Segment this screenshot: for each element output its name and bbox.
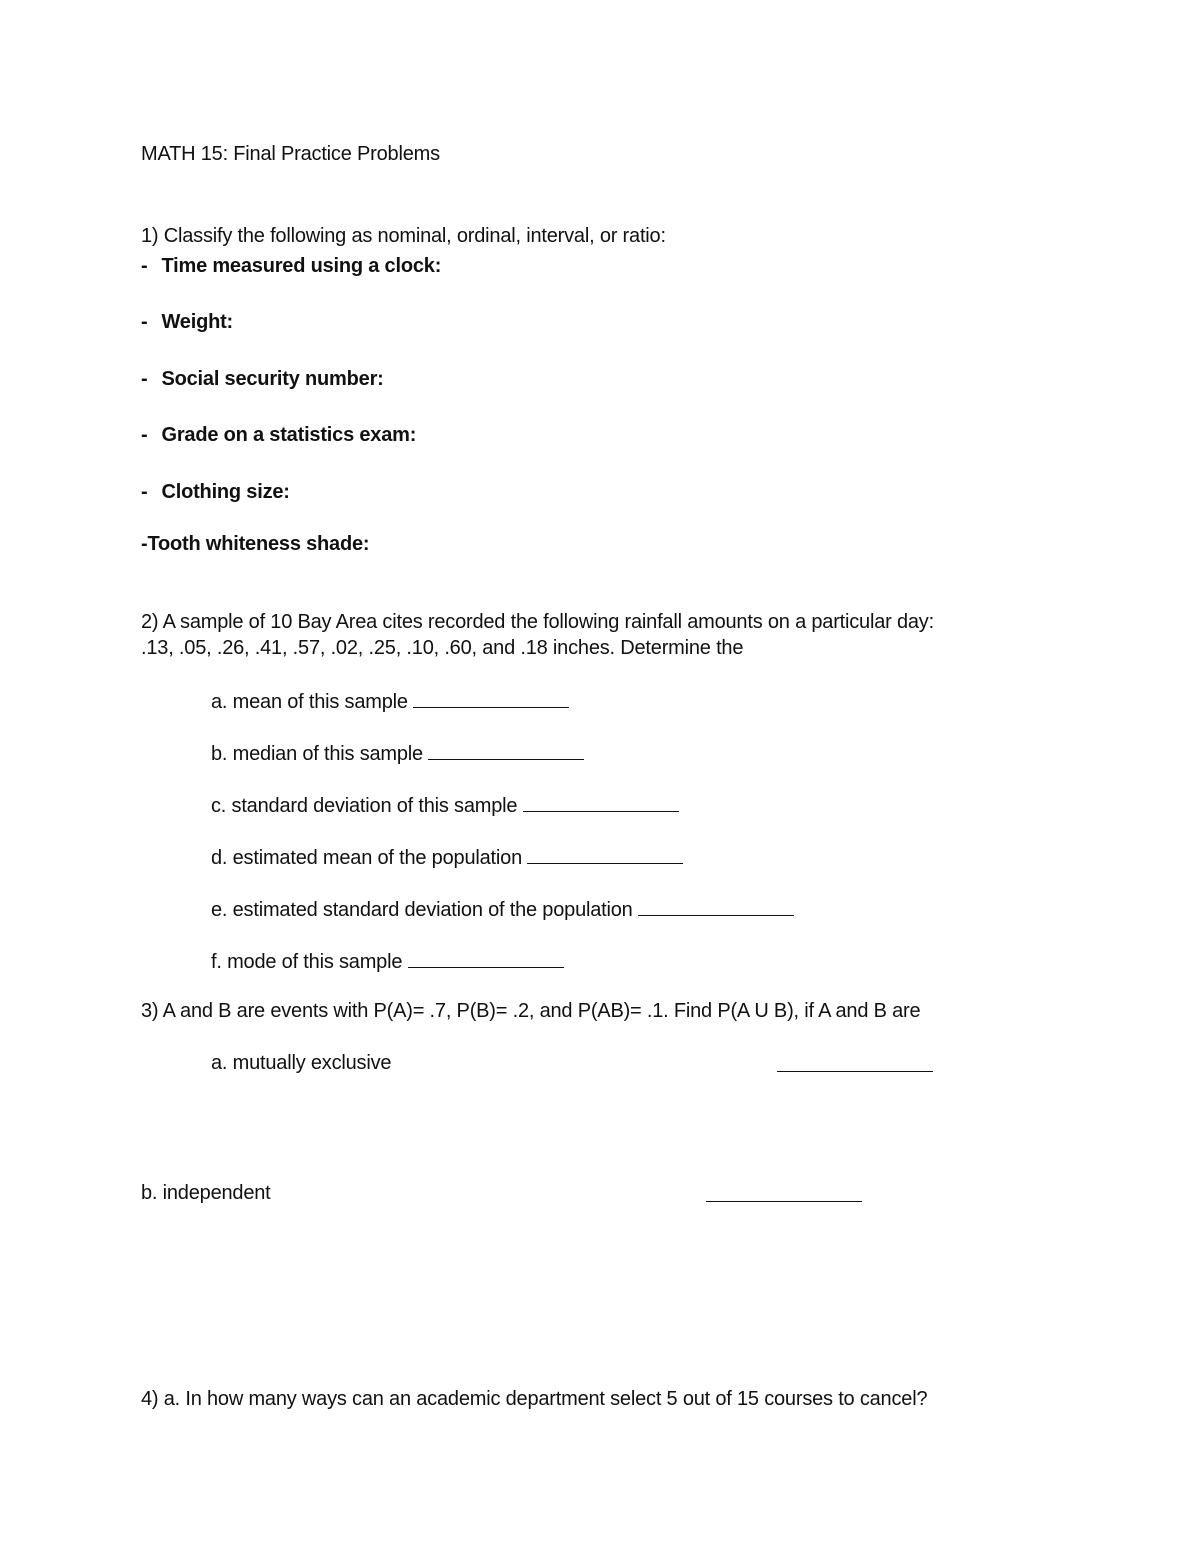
answer-blank[interactable] <box>523 792 679 812</box>
q2-part-label: a. mean of this sample <box>211 691 408 713</box>
q1-item <box>141 254 441 278</box>
q4-prompt: 4) a. In how many ways can an academic department select 5 out of 15 courses to cancel? <box>141 1388 928 1410</box>
answer-blank[interactable] <box>527 844 683 864</box>
q1-item-dash: - <box>141 481 148 503</box>
q2-part <box>211 688 569 714</box>
q1-item-dash: - <box>141 424 148 446</box>
q2-part <box>211 896 794 922</box>
page-title: MATH 15: Final Practice Problems <box>141 143 440 165</box>
q3-part-b-label: b. independent <box>141 1182 271 1204</box>
q2-part-label: b. median of this sample <box>211 743 423 765</box>
q2-part <box>211 948 564 974</box>
answer-blank[interactable] <box>428 740 584 760</box>
q2-part-label: f. mode of this sample <box>211 951 403 973</box>
answer-blank[interactable] <box>413 688 569 708</box>
answer-blank[interactable] <box>408 948 564 968</box>
q1-item <box>141 310 233 334</box>
q1-item-dash: - <box>141 368 148 390</box>
q2-prompt-line-1: 2) A sample of 10 Bay Area cites recorded the following rainfall amounts on a particular day: <box>141 611 934 633</box>
q1-item-label: Weight: <box>161 311 234 333</box>
q1-prompt: 1) Classify the following as nominal, ordinal, interval, or ratio: <box>141 225 666 247</box>
q3-prompt: 3) A and B are events with P(A)= .7, P(B)= .2, and P(AB)= .1. Find P(A U B), if A and B are <box>141 1000 921 1022</box>
q2-part-label: e. estimated standard deviation of the population <box>211 899 633 921</box>
q1-item-label: Social security number: <box>161 368 384 390</box>
q1-item-dash: - <box>141 255 148 277</box>
q2-part <box>211 740 584 766</box>
q2-prompt-line-2: .13, .05, .26, .41, .57, .02, .25, .10, .60, and .18 inches. Determine the <box>141 637 744 659</box>
q2-part <box>211 792 679 818</box>
q1-item-label: Clothing size: <box>161 481 290 503</box>
q1-item-label: Grade on a statistics exam: <box>161 424 417 446</box>
q2-part-label: c. standard deviation of this sample <box>211 795 518 817</box>
q1-item <box>141 423 416 447</box>
q1-item-dash: - <box>141 311 148 333</box>
q3-part-a-label: a. mutually exclusive <box>211 1052 392 1074</box>
q1-item <box>141 367 384 391</box>
answer-blank[interactable] <box>638 896 794 916</box>
q1-last-item: -Tooth whiteness shade: <box>141 533 370 555</box>
q1-item <box>141 480 290 504</box>
answer-blank[interactable] <box>777 1071 933 1072</box>
answer-blank[interactable] <box>706 1201 862 1202</box>
q2-part <box>211 844 683 870</box>
q1-item-label: Time measured using a clock: <box>161 255 442 277</box>
q2-part-label: d. estimated mean of the population <box>211 847 522 869</box>
